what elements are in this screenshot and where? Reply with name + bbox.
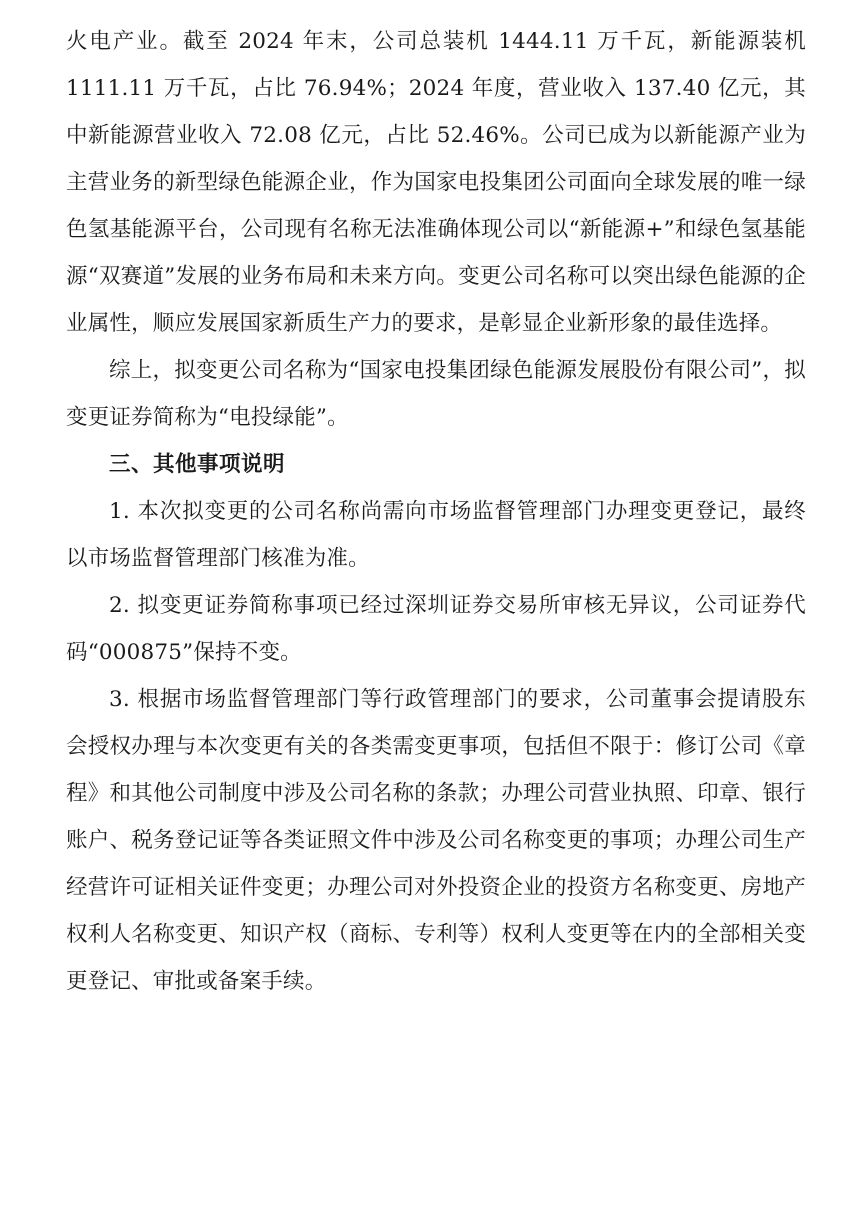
list-item-1: 1. 本次拟变更的公司名称尚需向市场监督管理部门办理变更登记，最终以市场监督管理部门核准为准。 <box>66 499 806 571</box>
paragraph-conclusion: 综上，拟变更公司名称为“国家电投集团绿色能源发展股份有限公司”，拟变更证券简称为“电投绿能”。 <box>66 358 806 430</box>
list-item-3: 3. 根据市场监督管理部门等行政管理部门的要求，公司董事会提请股东会授权办理与本次变更有关的各类需变更事项，包括但不限于：修订公司《章程》和其他公司制度中涉及公司名称的条款；办理公司营业执照、印章、银行账户、税务登记证等各类证照文件中涉及公司名称变更的事项；办理公司生产经营许可证相关证件变更；办理公司对外投资企业的投资方名称变更、房地产权利人名称变更、知识产权（商标、专利等）权利人变更等在内的全部相关变更登记、审批或备案手续。 <box>66 687 806 994</box>
list-item-2: 2. 拟变更证券简称事项已经过深圳证券交易所审核无异议，公司证券代码“000875”保持不变。 <box>66 593 806 665</box>
section-heading-other-matters: 三、其他事项说明 <box>109 452 286 477</box>
document-body <box>66 18 806 1005</box>
paragraph-intro-continued: 火电产业。截至 2024 年末，公司总装机 1444.11 万千瓦，新能源装机 1111.11 万千瓦，占比 76.94%；2024 年度，营业收入 137.40 亿元，其中新能源营业收入 72.08 亿元，占比 52.46%。公司已成为以新能源产业为主营业务的新型绿色能源企业，作为国家电投集团公司面向全球发展的唯一绿色氢基能源平台，公司现有名称无法准确体现公司以“新能源+”和绿色氢基能源“双赛道”发展的业务布局和未来方向。变更公司名称可以突出绿色能源的企业属性，顺应发展国家新质生产力的要求，是彰显企业新形象的最佳选择。 <box>66 29 806 336</box>
